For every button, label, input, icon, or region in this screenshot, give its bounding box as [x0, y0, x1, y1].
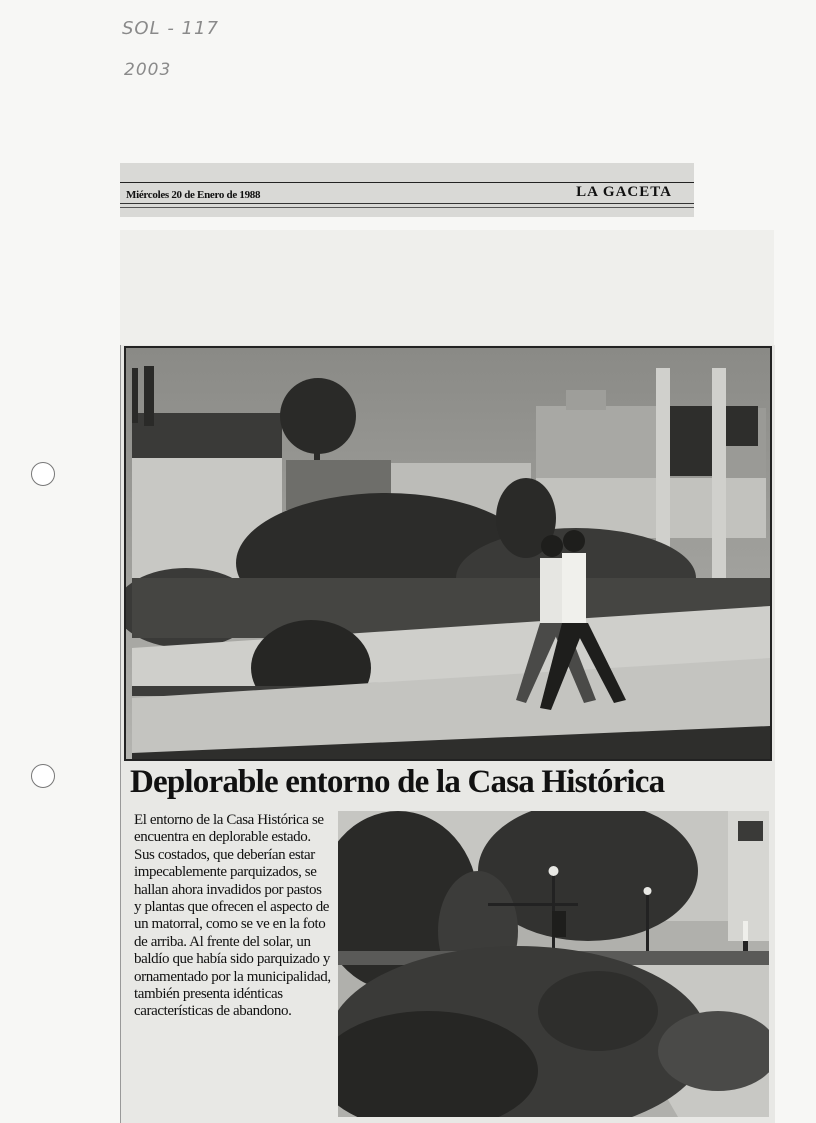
- masthead-rule-top: [120, 182, 694, 183]
- newspaper-name: LA GACETA: [576, 184, 672, 200]
- issue-date: Miércoles 20 de Enero de 1988: [126, 189, 261, 201]
- punch-hole-bottom: [31, 764, 55, 788]
- masthead-rule-low: [120, 207, 694, 208]
- article-headline: Deplorable entorno de la Casa Histórica: [130, 764, 665, 800]
- top-photo-pedestrians: [124, 346, 772, 761]
- punch-hole-top: [31, 462, 55, 486]
- bottom-photo-overgrown-lot: [338, 811, 769, 1117]
- newspaper-masthead: [120, 163, 694, 217]
- article-body: El entorno de la Casa Histórica se encuentra en deplorable estado. Sus costados, que deberían estar impecablemente parquizados, se hallan ahora invadidos por pastos y plantas que ofrecen el aspecto de un matorral, como se ve en la foto de arriba. Al frente del solar, un baldío que había sido parquizado y ornamentado por la municipalidad, también presenta idénticas características de abandono.: [134, 812, 331, 1020]
- handwritten-code: SOL - 117: [122, 18, 219, 39]
- masthead-rule-mid: [120, 203, 694, 204]
- handwritten-year: 2003: [124, 60, 172, 80]
